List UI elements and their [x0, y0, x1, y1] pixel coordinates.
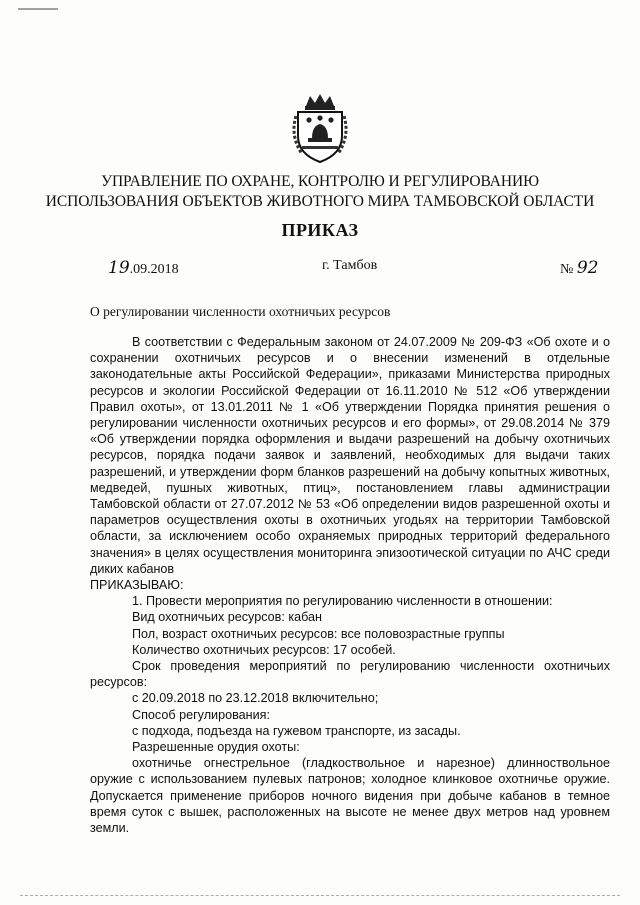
- number-handwritten: 92: [576, 258, 599, 278]
- date-handwritten: 19: [108, 258, 130, 278]
- date-printed: .09.2018: [129, 262, 179, 277]
- scan-artifact: [18, 8, 58, 10]
- period-value: с 20.09.2018 по 23.12.2018 включительно;: [132, 691, 379, 706]
- preamble-paragraph: В соответствии с Федеральным законом от 24.07.2009 № 209-ФЗ «Об охоте и о сохранении охотничьих ресурсов и о внесении изменений в отдельные законодательные акты Российской Федерации», приказами Министерства природных ресурсов и экологии Российской Федерации от 16.11.2010 № 512 «Об утверждении Правил охоты», от 13.01.2011 № 1 «Об утверждении Порядка принятия решения о регулировании численности охотничьих ресурсов и его формы», от 29.08.2014 № 379 «Об утверждении порядка оформления и выдачи разрешений на добычу охотничьих ресурсов, порядка подачи заявок и заявлений, необходимых для выдачи таких разрешений, и утверждении форм бланков разрешений на добычу копытных животных, медведей, пушных животных, птиц», постановлением главы администрации Тамбовской области от 27.07.2012 № 53 «Об определении видов разрешенной охоты и параметров осуществления охоты в охотничьих угодьях на территории Тамбовской области, за исключением особо охраняемых природных территорий федерального значения» в целях осуществления мониторинга эпизоотической ситуации по АЧС среди диких кабанов: [90, 335, 610, 576]
- meta-row: [0, 258, 640, 280]
- scan-bottom-edge: [20, 895, 620, 897]
- document-subject: О регулировании численности охотничьих ресурсов: [90, 304, 391, 319]
- weapons-value: охотничье огнестрельное (гладкоствольное и нарезное) длинноствольное оружие с использованием пулевых патронов; холодное клинковое охотничье оружие. Допускается применение приборов ночного видения при добыче кабанов в темное время суток с вышек, расположенных на высоте не менее двух метров над уровнем земли.: [90, 756, 610, 836]
- organization-name: [20, 172, 620, 212]
- period-label: Срок проведения мероприятий по регулированию численности охотничьих ресурсов:: [90, 659, 610, 690]
- method-label: Способ регулирования:: [132, 707, 270, 722]
- document-city: г. Тамбов: [322, 258, 378, 273]
- quantity-line: Количество охотничьих ресурсов: 17 особей.: [132, 642, 396, 657]
- method-value: с подхода, подъезда на гужевом транспорте, из засады.: [132, 723, 461, 738]
- order-word: ПРИКАЗЫВАЮ:: [90, 578, 184, 593]
- document-date: [108, 258, 179, 278]
- sex-age-line: Пол, возраст охотничьих ресурсов: все половозрастные группы: [132, 626, 505, 641]
- weapons-label: Разрешенные орудия охоты:: [132, 740, 300, 755]
- org-line-2: ИСПОЛЬЗОВАНИЯ ОБЪЕКТОВ ЖИВОТНОГО МИРА ТАМБОВСКОЙ ОБЛАСТИ: [45, 193, 595, 210]
- species-line: Вид охотничьих ресурсов: кабан: [132, 610, 323, 625]
- document-title: ПРИКАЗ: [281, 220, 359, 240]
- org-line-1: УПРАВЛЕНИЕ ПО ОХРАНЕ, КОНТРОЛЮ И РЕГУЛИРОВАНИЮ: [101, 173, 539, 190]
- item-1: 1. Провести мероприятия по регулированию численности в отношении:: [132, 594, 553, 609]
- coat-of-arms-icon: [288, 92, 352, 164]
- document-number: [560, 258, 599, 278]
- document-body: [90, 334, 610, 836]
- number-prefix: №: [560, 262, 574, 277]
